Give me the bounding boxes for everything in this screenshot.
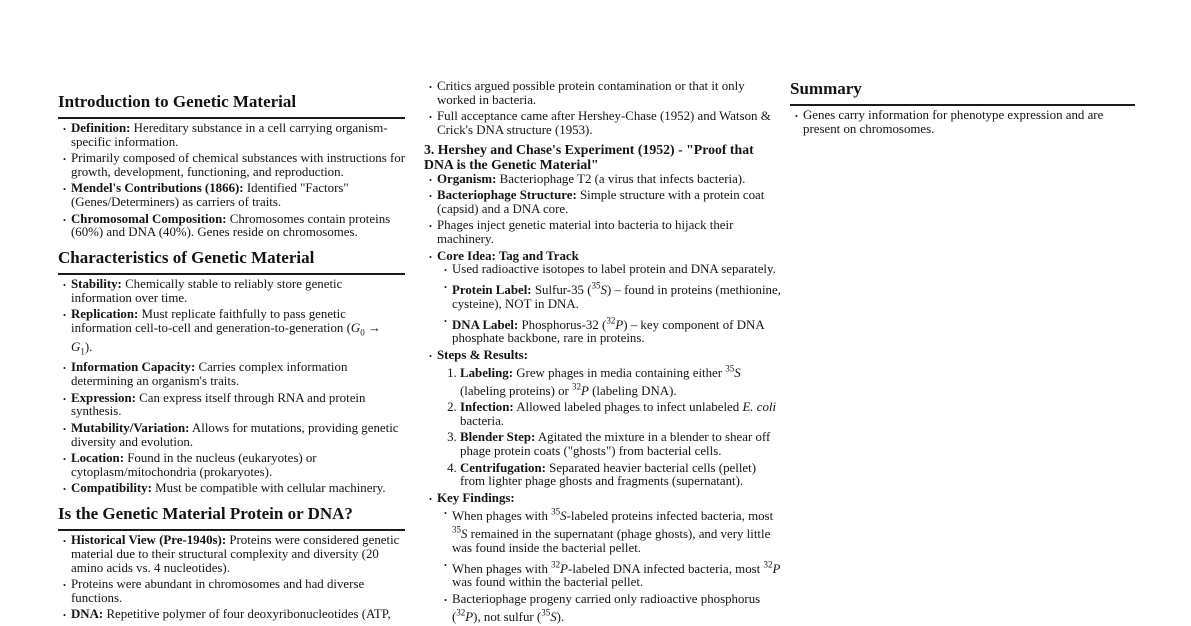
bold-text: Bacteriophage Structure: [437,188,577,203]
bold-text: Information Capacity: [71,360,196,375]
list-item-text: Infection: Allowed labeled phages to infect unlabeled E. coli bacteria. [460,400,777,429]
list-item-text: Replication: Must replicate faithfully to pass genetic information cell-to-cell and generation-to-generation $(G_0 \to G_1)$. [71,307,381,357]
italic-text: P [772,561,781,576]
bold-text: Expression: [71,390,136,405]
italic-text: S [734,365,741,380]
list-item-text: Historical View (Pre-1940s): Proteins were considered genetic material due to their structural complexity and diversity (20 amino acids vs. 4 nucleotides). [71,533,400,575]
italic-text: P [581,383,589,398]
bullet-list [58,534,405,622]
list-item [71,578,405,606]
subsection-heading: 3. Hershey and Chase's Experiment (1952) - "Proof that DNA is the Genetic Material" [424,141,754,172]
list-item [437,492,781,625]
superscript-text: 32 [551,559,561,570]
list-item [460,363,781,399]
superscript-text: 35 [452,524,461,535]
list-item [71,534,405,575]
section-heading: Summary [790,79,1135,106]
bold-text: DNA Label: [452,317,519,332]
bold-text: Organism: [437,171,497,186]
section-heading: Introduction to Genetic Material [58,92,405,119]
subscript-text: 1 [80,346,85,357]
bold-text: Mutability/Variation: [71,420,190,435]
list-item [71,392,405,420]
list-item-text [437,249,579,263]
list-item [452,558,781,590]
column-left [58,92,405,625]
list-item-text: Genes carry information for phenotype expression and are present on chromosomes. [803,108,1104,136]
list-item [437,219,781,247]
italic-text: E. coli [742,400,777,415]
list-item-text: Used radioactive isotopes to label protein and DNA separately. [452,262,776,277]
list-item-text: Information Capacity: Carries complex information determining an organism's traits. [71,360,348,389]
list-item [460,431,781,459]
list-item-text: Mendel's Contributions (1866): Identified "Factors" (Genes/Determiners) as carriers of traits. [71,181,349,210]
bold-text: Mendel's Contributions (1866): [71,181,244,196]
list-item [460,462,781,490]
list-item-text: DNA: Repetitive polymer of four deoxyribonucleotides (ATP, [71,607,391,622]
list-item [452,593,781,625]
superscript-text: 32 [763,559,773,570]
list-item [71,122,405,150]
bold-text: Labeling: [460,365,514,380]
list-item-text: Full acceptance came after Hershey-Chase (1952) and Watson & Crick's DNA structure (1953). [437,109,771,137]
list-item-text: Bacteriophage Structure: Simple structure with a protein coat (capsid) and a DNA core. [437,188,765,216]
superscript-text: 35 [591,280,601,291]
bold-text: Key Findings: [437,490,515,505]
list-item-text [437,348,528,362]
superscript-text: 32 [606,315,616,326]
italic-text: S [600,283,607,298]
italic-text: G [71,339,81,354]
superscript-text: 35 [551,506,561,517]
list-item-text: Stability: Chemically stable to reliably store genetic information over time. [71,277,343,305]
list-item [71,308,405,359]
list-item-text: Phages inject genetic material into bacteria to hijack their machinery. [437,218,734,247]
list-item [437,189,781,217]
italic-text: P [560,561,569,576]
list-item [452,263,781,277]
list-item-text: When phages with $^{32}$P-labeled DNA infected bacteria, most $^{32}$P was found within the bacterial pellet. [452,559,781,590]
numbered-list [437,363,781,490]
list-item [71,482,405,496]
list-item [71,182,405,210]
bold-text: Replication: [71,307,139,322]
bold-text: Compatibility: [71,481,152,496]
list-item [452,280,781,312]
bold-text: Protein Label: [452,283,532,298]
list-item-text: Chromosomal Composition: Chromosomes contain proteins (60%) and DNA (40%). Genes reside on chromosomes. [71,211,391,240]
italic-text: S [560,508,567,523]
list-item [71,213,405,241]
list-item [452,314,781,346]
list-item [437,173,781,187]
bullet-list [424,173,781,625]
italic-text: G [350,321,361,336]
italic-text: S [461,527,468,542]
bold-text: Steps & Results: [437,347,528,362]
section-heading: Characteristics of Genetic Material [58,248,405,275]
list-item-text [437,491,515,505]
list-item [71,608,405,622]
bold-text: Core Idea: Tag and Track [437,248,579,263]
list-item-text: Definition: Hereditary substance in a cell carrying organism-specific information. [71,121,388,149]
bold-text: Historical View (Pre-1940s): [71,533,227,548]
list-item [71,152,405,180]
list-item [437,250,781,347]
bold-text: Centrifugation: [460,460,546,475]
list-item-text: Mutability/Variation: Allows for mutations, providing genetic diversity and evolution. [71,420,399,449]
list-item-text: Location: Found in the nucleus (eukaryotes) or cytoplasm/mitochondria (prokaryotes). [71,451,317,479]
italic-text: P [615,317,624,332]
column-right [790,79,1135,139]
list-item-text: When phages with $^{35}$S-labeled proteins infected bacteria, most $^{35}$S remained in the supernatant (phage ghosts), and very little was found inside the bacterial pellet. [452,506,774,555]
list-item-text: Protein Label: Sulfur-35 ($^{35}$S) – found in proteins (methionine, cysteine), NOT in DNA. [452,280,781,311]
subscript-text: 0 [360,327,365,338]
list-item-text: Labeling: Grew phages in media containing either $^{35}$S (labeling proteins) or $^{32}$P (labeling DNA). [460,363,741,398]
list-item-text: Primarily composed of chemical substances with instructions for growth, development, functioning, and reproduction. [71,151,406,179]
list-item [71,422,405,450]
list-item [803,109,1135,137]
list-item-text: Organism: Bacteriophage T2 (a virus that infects bacteria). [437,171,746,186]
list-item-text: DNA Label: Phosphorus-32 ($^{32}$P) – key component of DNA phosphate backbone, rare in proteins. [452,315,764,346]
bullet-list [424,80,781,138]
list-item-text: Centrifugation: Separated heavier bacterial cells (pellet) from lighter phage ghosts and fragments (supernatant). [460,460,757,489]
bullet-list [437,263,781,346]
bullet-list [58,122,405,240]
italic-text: S [550,609,557,624]
bold-text: DNA: [71,607,104,622]
list-item [460,401,781,429]
superscript-text: 35 [725,363,735,374]
superscript-text: 35 [541,607,551,618]
list-item [71,452,405,480]
bold-text: Definition: [71,121,131,135]
superscript-text: 32 [572,381,582,392]
list-item [452,506,781,556]
list-item [437,349,781,490]
bullet-list [790,109,1135,137]
bold-text: Chromosomal Composition: [71,211,227,226]
list-item-text: Critics argued possible protein contamination or that it only worked in bacteria. [437,79,745,107]
list-item [71,361,405,389]
section-heading: Is the Genetic Material Protein or DNA? [58,504,405,531]
list-item-text: Proteins were abundant in chromosomes and had diverse functions. [71,577,365,605]
bullet-list [437,506,781,625]
superscript-text: 32 [456,607,466,618]
list-item [71,278,405,306]
bold-text: Blender Step: [460,430,536,445]
list-item-text: Compatibility: Must be compatible with cellular machinery. [71,481,386,496]
list-item [437,80,781,108]
list-item-text: Blender Step: Agitated the mixture in a blender to shear off phage protein coats ("ghosts") from bacterial cells. [460,430,771,459]
bold-text: Stability: [71,277,122,292]
column-middle [424,80,781,626]
bold-text: Infection: [460,400,514,415]
italic-text: P [465,609,474,624]
list-item-text: Expression: Can express itself through RNA and protein synthesis. [71,390,366,419]
list-item-text: Bacteriophage progeny carried only radioactive phosphorus ($^{32}$P), not sulfur ($^{35}$S). [452,591,761,624]
list-item [437,110,781,138]
bullet-list [58,278,405,496]
bold-text: Location: [71,451,124,466]
